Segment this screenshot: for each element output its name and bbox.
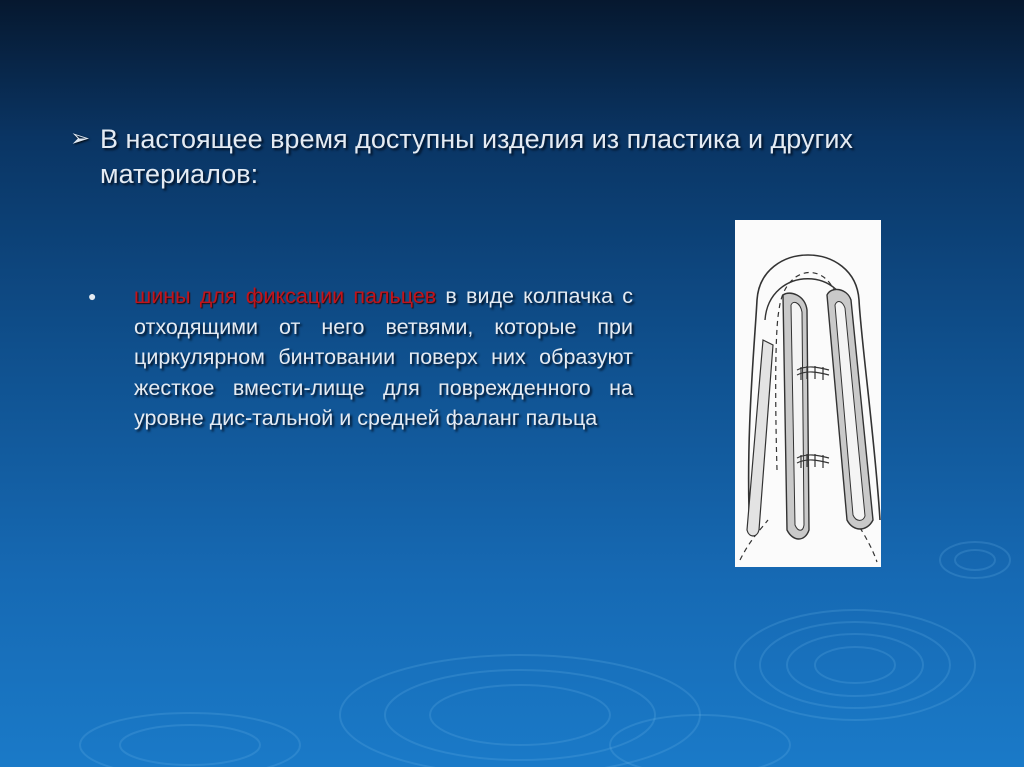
finger-splint-icon xyxy=(735,220,881,567)
slide-heading: В настоящее время доступны изделия из пластика и других материалов: xyxy=(100,124,853,189)
finger-splint-illustration xyxy=(735,220,881,567)
bullet-highlight: шины для фиксации пальцев xyxy=(134,284,437,308)
dot-bullet-icon: ● xyxy=(88,288,97,304)
bullet-body: в виде колпачка с отходящими от него ветвями, которые при циркулярном бинтовании поверх них образуют жесткое вмести-лище для поврежденного на уровне дис-тальной и средней фаланг пальца xyxy=(134,284,633,430)
bullet-item xyxy=(88,281,633,434)
arrow-bullet-icon: ➢ xyxy=(70,125,91,152)
bullet-text xyxy=(134,281,633,434)
heading-row xyxy=(70,122,930,192)
